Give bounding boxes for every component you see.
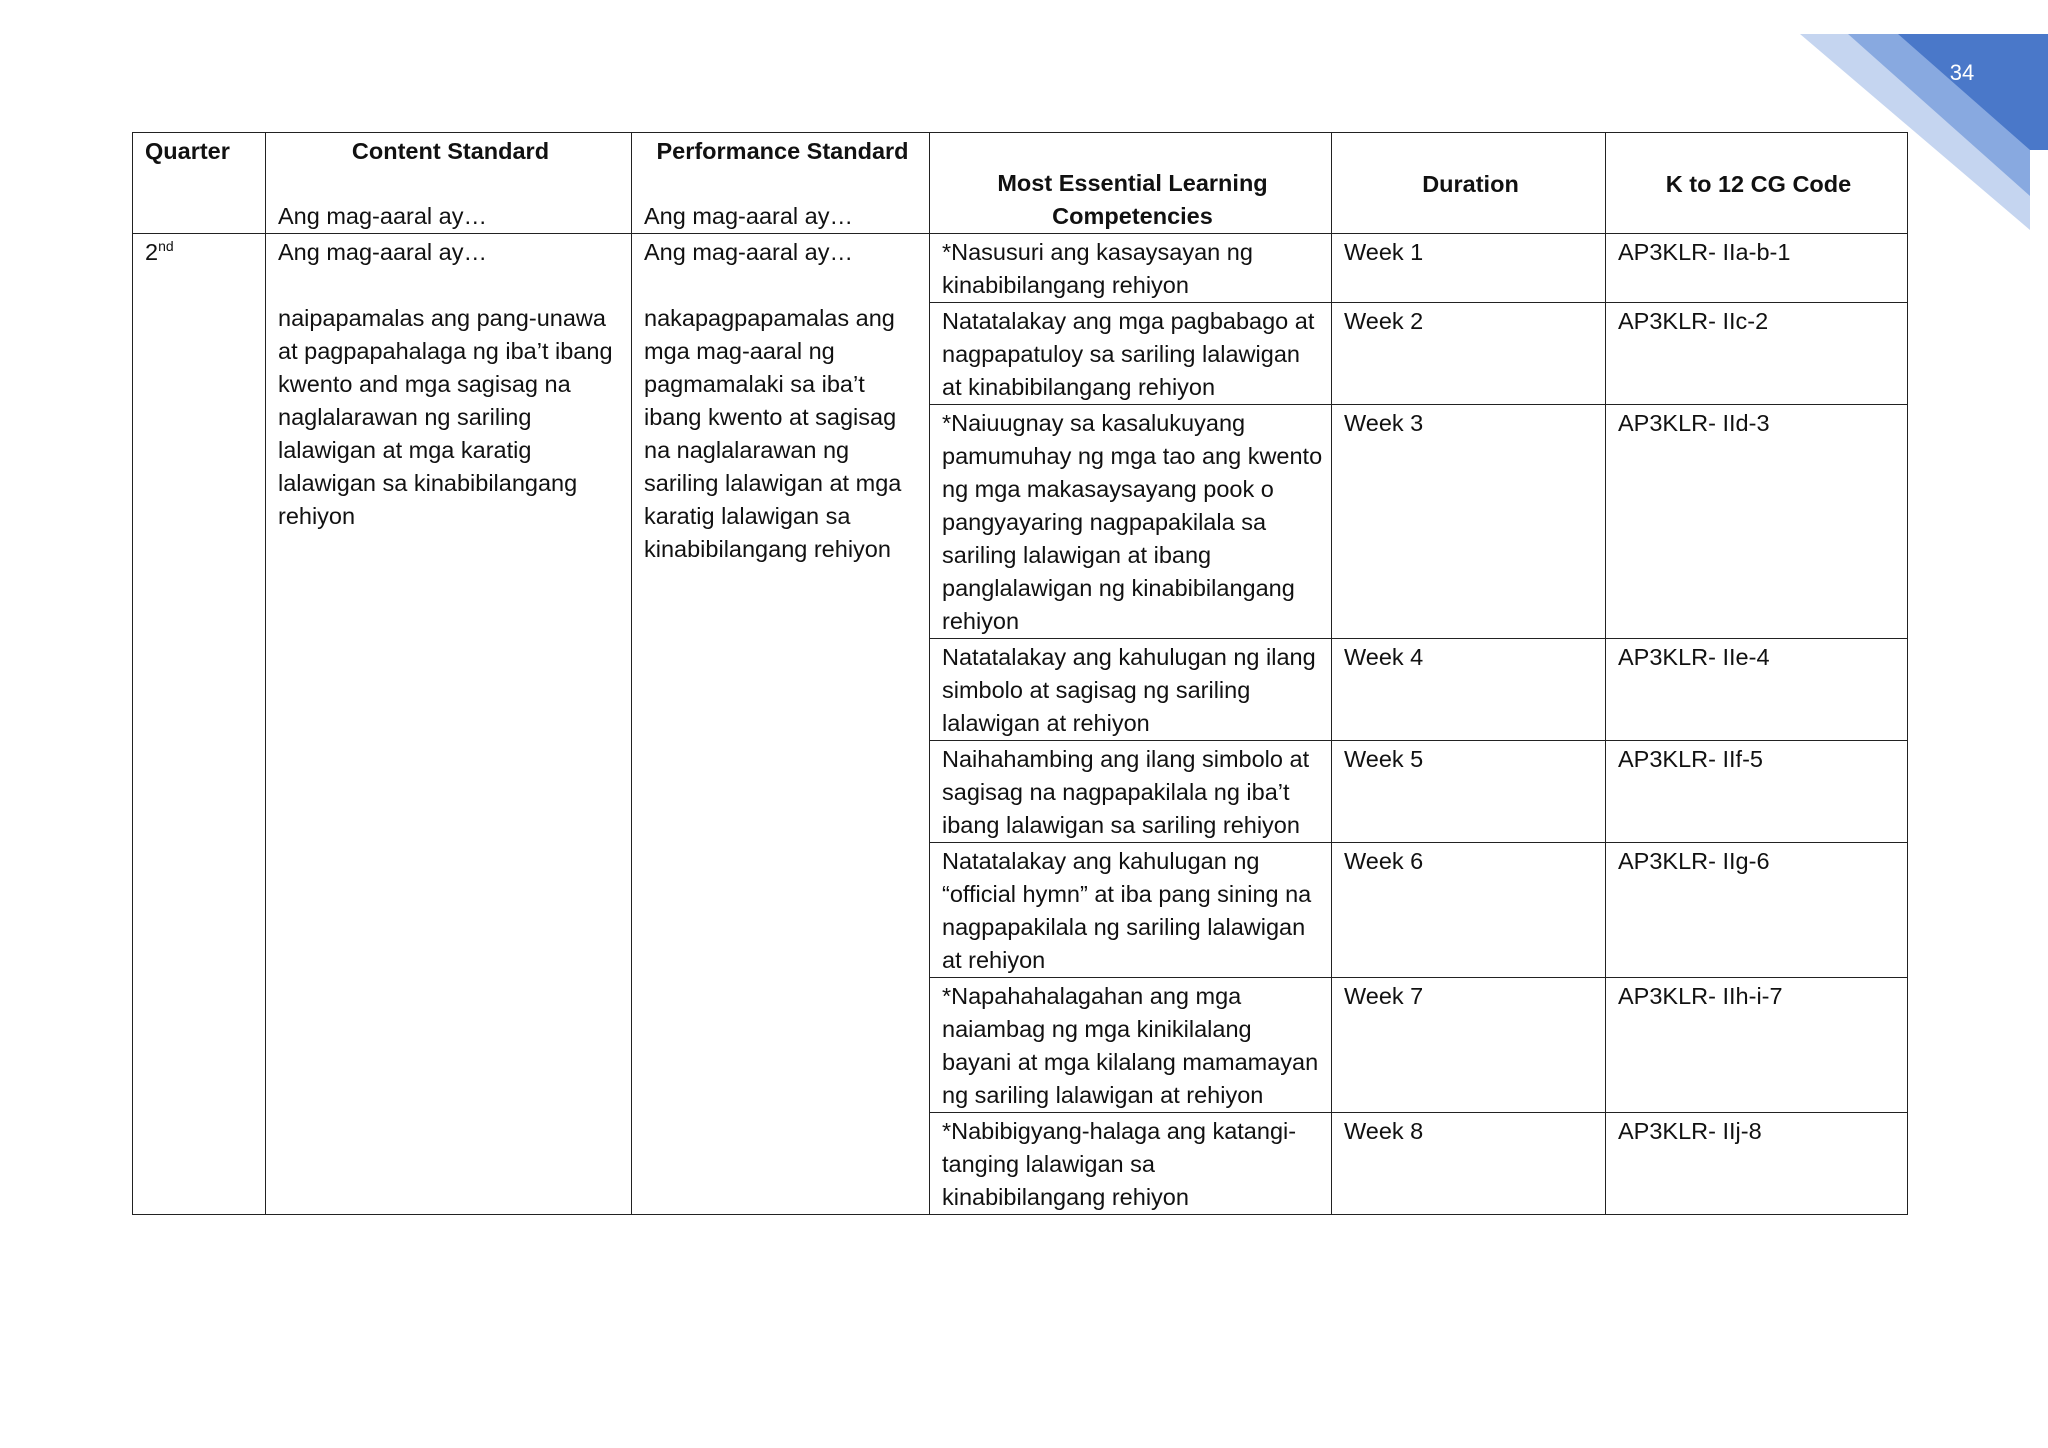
header-duration: Duration [1332,133,1606,234]
duration-cell: Week 8 [1332,1113,1606,1215]
competency-cell: Natatalakay ang kahulugan ng “official hymn” at iba pang sining na nagpapakilala ng sariling lalawigan at rehiyon [930,843,1332,978]
competency-cell: *Napahahalagahan ang mga naiambag ng mga kinikilalang bayani at mga kilalang mamamayan ng sariling lalawigan at rehiyon [930,978,1332,1113]
competency-cell: *Nasusuri ang kasaysayan ng kinabibilangang rehiyon [930,234,1332,303]
code-cell: AP3KLR- IId-3 [1606,405,1908,639]
duration-cell: Week 5 [1332,741,1606,843]
code-cell: AP3KLR- IIj-8 [1606,1113,1908,1215]
melc-table [132,132,1908,1215]
code-cell: AP3KLR- IIh-i-7 [1606,978,1908,1113]
code-cell: AP3KLR- IIg-6 [1606,843,1908,978]
header-performance-standard-sub: Ang mag-aaral ay… [644,203,853,229]
code-cell: AP3KLR- IIc-2 [1606,303,1908,405]
header-performance-standard: Performance Standard Ang mag-aaral ay… [632,133,930,234]
header-content-standard-sub: Ang mag-aaral ay… [278,203,487,229]
performance-standard-cell: Ang mag-aaral ay… nakapagpapamalas ang mga mag-aaral ng pagmamalaki sa iba’t ibang kwento at sagisag na naglalarawan ng sariling lalawigan at mga karatig lalawigan sa kinabibilangang rehiyon [632,234,930,1215]
competency-cell: *Nabibigyang-halaga ang katangi-tanging lalawigan sa kinabibilangang rehiyon [930,1113,1332,1215]
code-cell: AP3KLR- IIe-4 [1606,639,1908,741]
duration-cell: Week 3 [1332,405,1606,639]
duration-cell: Week 2 [1332,303,1606,405]
duration-cell: Week 4 [1332,639,1606,741]
header-content-standard: Content Standard Ang mag-aaral ay… [266,133,632,234]
header-code: K to 12 CG Code [1606,133,1908,234]
duration-cell: Week 7 [1332,978,1606,1113]
content-standard-cell: Ang mag-aaral ay… naipapamalas ang pang-unawa at pagpapahalaga ng iba’t ibang kwento and mga sagisag na naglalarawan ng sariling lalawigan at mga karatig lalawigan sa kinabibilangang rehiyon [266,234,632,1215]
competency-cell: Natatalakay ang kahulugan ng ilang simbolo at sagisag ng sariling lalawigan at rehiyon [930,639,1332,741]
header-melc: Most Essential Learning Competencies [930,133,1332,234]
duration-cell: Week 1 [1332,234,1606,303]
code-cell: AP3KLR- IIa-b-1 [1606,234,1908,303]
quarter-cell: 2nd [133,234,266,1215]
competency-cell: Naihahambing ang ilang simbolo at sagisag na nagpapakilala ng iba’t ibang lalawigan sa sariling rehiyon [930,741,1332,843]
table-row [133,234,1908,303]
page-number: 34 [1949,60,1975,85]
header-quarter: Quarter [133,133,266,234]
header-row [133,133,1908,234]
duration-cell: Week 6 [1332,843,1606,978]
competency-cell: *Naiuugnay sa kasalukuyang pamumuhay ng mga tao ang kwento ng mga makasaysayang pook o pangyayaring nagpapakilala sa sariling lalawigan at ibang panglalawigan ng kinabibilangang rehiyon [930,405,1332,639]
competency-cell: Natatalakay ang mga pagbabago at nagpapatuloy sa sariling lalawigan at kinabibilangang rehiyon [930,303,1332,405]
code-cell: AP3KLR- IIf-5 [1606,741,1908,843]
